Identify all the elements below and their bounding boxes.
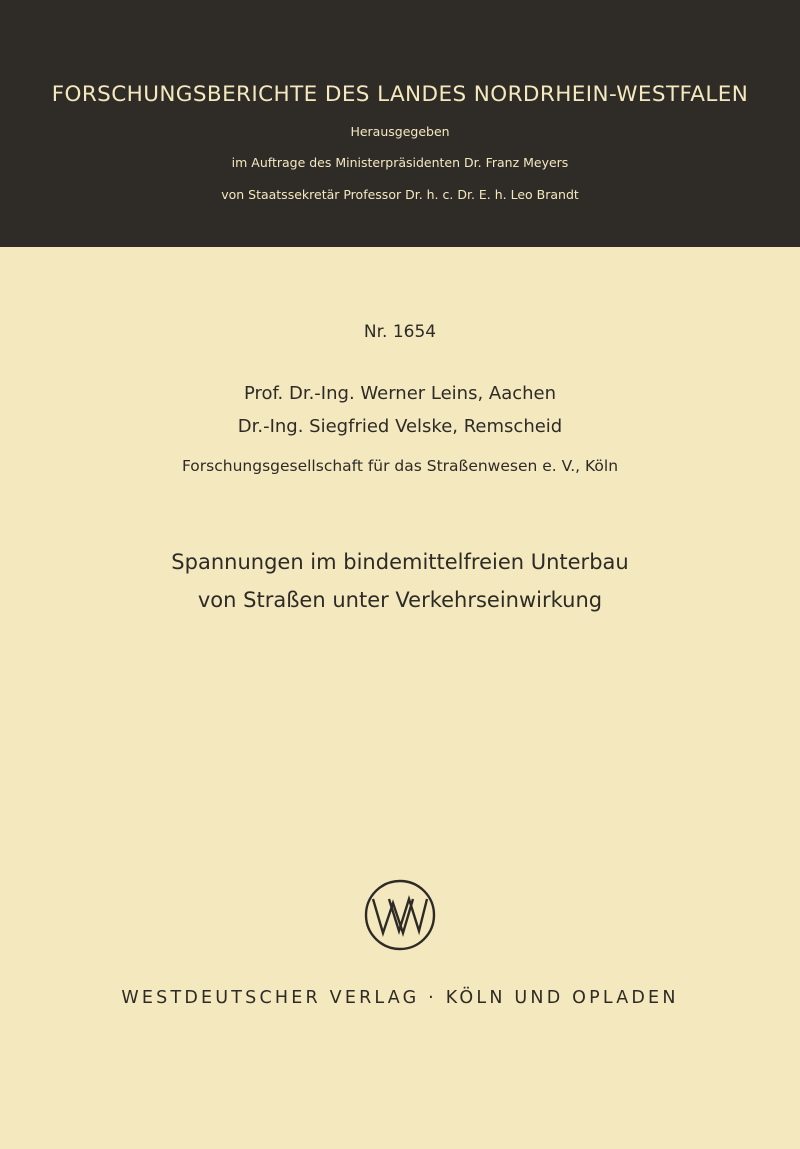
- author-2: Dr.-Ing. Siegfried Velske, Remscheid: [237, 416, 563, 437]
- title-line-1: Spannungen im bindemittelfreien Unterbau: [171, 550, 629, 574]
- report-number: Nr. 1654: [363, 322, 437, 342]
- series-title: FORSCHUNGSBERICHTE DES LANDES NORDRHEIN-WESTFALEN: [51, 82, 749, 107]
- publisher-ww-logo-icon: [364, 879, 436, 951]
- secretary-line: von Staatssekretär Professor Dr. h. c. Dr. E. h. Leo Brandt: [221, 187, 579, 202]
- institution: Forschungsgesellschaft für das Straßenwesen e. V., Köln: [181, 457, 619, 475]
- title-line-2: von Straßen unter Verkehrseinwirkung: [197, 588, 603, 612]
- publisher-line: WESTDEUTSCHER VERLAG · KÖLN UND OPLADEN: [121, 988, 679, 1008]
- editor-line: Herausgegeben: [350, 124, 450, 139]
- commission-line: im Auftrage des Ministerpräsidenten Dr. Franz Meyers: [231, 155, 569, 170]
- author-1: Prof. Dr.-Ing. Werner Leins, Aachen: [243, 383, 557, 404]
